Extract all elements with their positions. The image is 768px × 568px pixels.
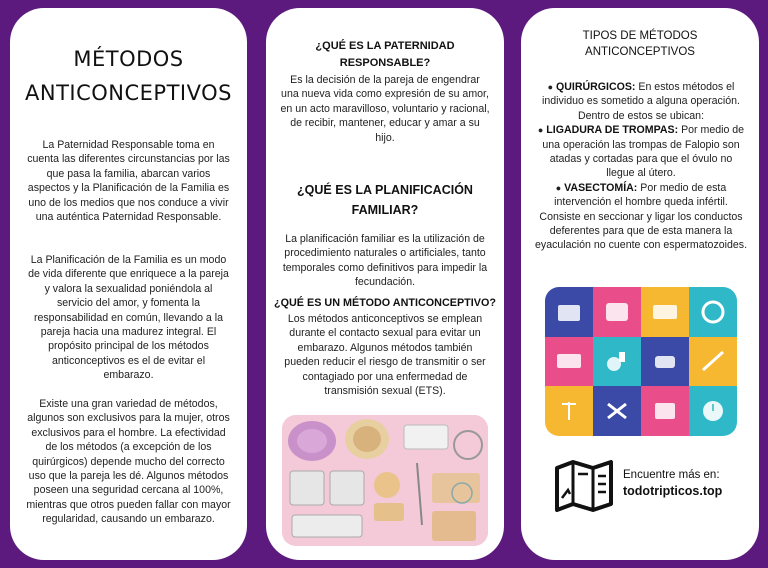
icon-cell xyxy=(593,337,641,387)
brand-logo xyxy=(553,460,723,517)
icon-cell xyxy=(545,287,593,337)
variety-paragraph: Existe una gran variedad de métodos, algunos son exclusivos para la mujer, otros exclusivos para el hombre. La efectividad de los métodos (a excepción de los quirúrgicos) depende mucho del correcto uso que la pareja les dé. Algunos métodos poseen una seguridad cercana al 100%, mientras que otros pueden fallar con mayor regularidad, causando un embarazo. xyxy=(26,398,231,526)
icon-cell xyxy=(593,287,641,337)
answer-planning: La planificación familiar es la utilización de procedimiento naturales o artificiales, tanto temporales como definitivos para impedir la fecundación. xyxy=(282,233,488,289)
answer-contraceptive: Los métodos anticonceptivos se emplean durante el contacto sexual para evitar un embarazo. Algunos métodos también pueden reducir el riesgo de transmitir o ser contagiado por una enfermedad de transmisión sexual (ETS). xyxy=(284,313,486,398)
question-contraceptive: ¿QUÉ ES UN MÉTODO ANTICONCEPTIVO? xyxy=(274,297,496,309)
icon-cell xyxy=(545,386,593,436)
intro-paragraph: La Paternidad Responsable toma en cuenta las diferentes circunstancias por las que pasa la familia, abarcan varios aspectos y la Planificación de la Familia es uno de los medios que nos conduce a vivir una auténtica Paternidad Responsable. xyxy=(27,139,230,224)
contraceptive-icons-grid xyxy=(545,287,737,436)
types-title-line1: TIPOS DE MÉTODOS xyxy=(582,30,698,42)
main-title-line2: ANTICONCEPTIVOS xyxy=(25,81,232,105)
icon-cell xyxy=(689,337,737,387)
icon-cell xyxy=(641,337,689,387)
contraceptives-photo xyxy=(282,415,488,546)
contraceptives-illustration xyxy=(282,415,488,546)
types-title-line2: ANTICONCEPTIVOS xyxy=(585,46,695,58)
icon-cell xyxy=(641,287,689,337)
icon-cell xyxy=(689,386,737,436)
panel-left xyxy=(10,8,247,560)
types-list xyxy=(535,80,747,253)
planning-paragraph: La Planificación de la Familia es un modo de vida diferente que enriquece a la pareja y valora la sexualidad poniéndola al servicio del amor, y fomenta la responsabilidad en común, llevando a la pareja hacia una madurez integral. El propósito principal de los métodos anticonceptivos es el de evitar el embarazo. xyxy=(28,254,229,382)
question-planning: ¿QUÉ ES LA PLANIFICACIÓN FAMILIAR? xyxy=(297,183,473,217)
icon-cell xyxy=(545,337,593,387)
types-title xyxy=(521,28,759,60)
list-item-tubal-ligation: ● LIGADURA DE TROMPAS: Por medio de una operación las trompas de Falopio son atadas y cortadas para que el óvulo no llegue al útero. xyxy=(537,124,745,180)
panel-middle xyxy=(266,8,504,560)
main-title xyxy=(10,42,247,110)
icon-cell xyxy=(641,386,689,436)
brand-tagline: Encuentre más en: xyxy=(623,469,720,481)
answer-paternity: Es la decisión de la pareja de engendrar una nueva vida como expresión de su amor, en un acto maravilloso, voluntario y racional, de recibir, mantener, educar y amar a su hijo. xyxy=(280,74,490,144)
brand-text xyxy=(623,468,722,499)
list-item-surgical: ● QUIRÚRGICOS: En estos métodos el individuo es sometido a alguna operación. Dentro de estos se ubican: xyxy=(542,81,740,122)
main-title-line1: MÉTODOS xyxy=(73,47,184,71)
map-icon xyxy=(553,460,615,512)
list-item-vasectomy: ● VASECTOMÍA: Por medio de esta intervención el hombre queda infértil. Consiste en seccionar y ligar los conductos deferentes para que de esta manera la eyaculación no cuente con espermatozoides. xyxy=(535,181,748,252)
question-paternity: ¿QUÉ ES LA PATERNIDAD RESPONSABLE? xyxy=(315,40,455,69)
brand-url: todotripticos.top xyxy=(623,484,723,498)
icon-cell xyxy=(593,386,641,436)
panel-right xyxy=(521,8,759,560)
icon-cell xyxy=(689,287,737,337)
